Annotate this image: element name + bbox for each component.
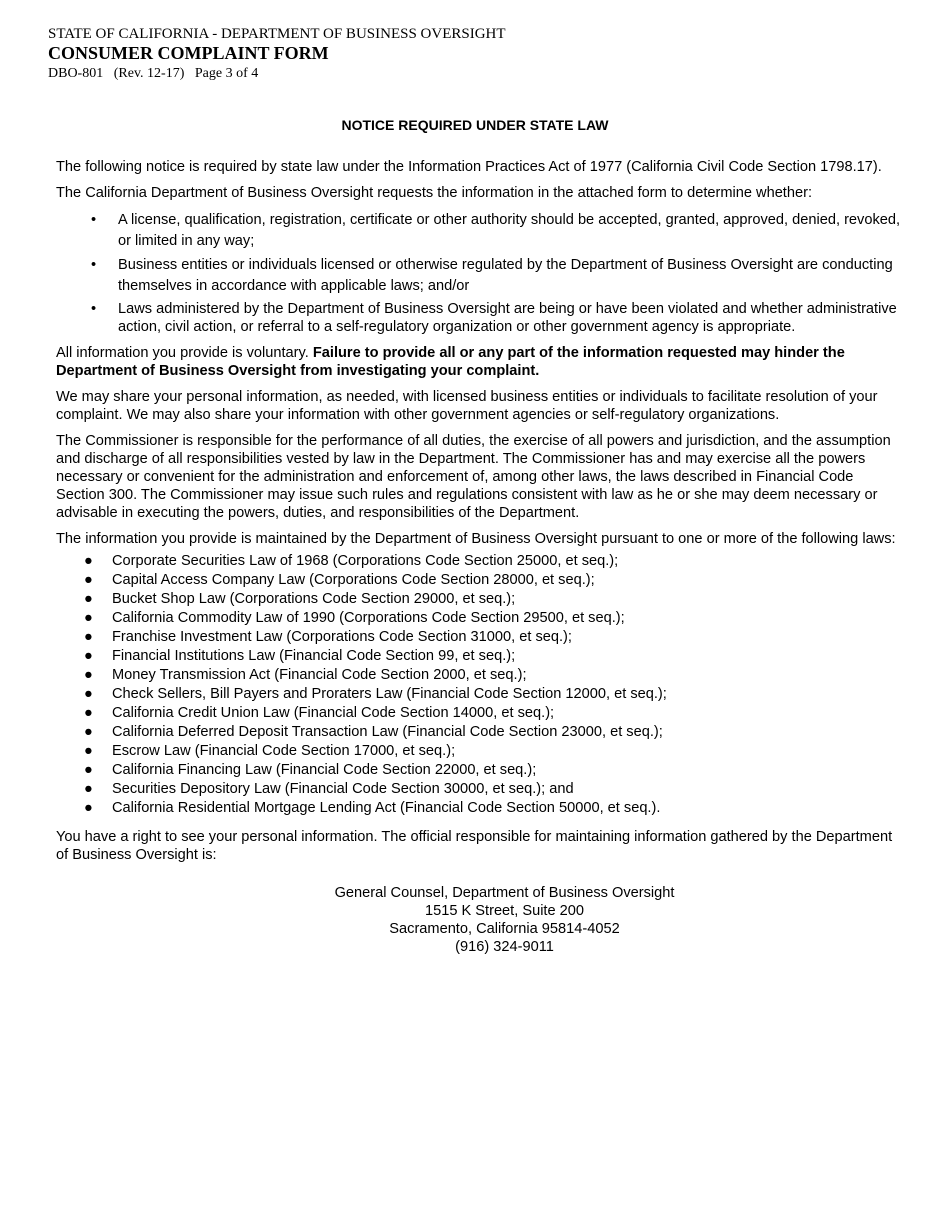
list-item: ● Financial Institutions Law (Financial Code Section 99, et seq.); — [84, 648, 516, 664]
form-title: CONSUMER COMPLAINT FORM — [48, 43, 329, 63]
laws-list — [56, 552, 906, 818]
bullet-icon: ● — [84, 724, 93, 740]
notice-body — [56, 158, 906, 956]
form-number: DBO-801 — [48, 66, 104, 81]
bullet-icon: ● — [84, 629, 93, 645]
commissioner-paragraph: The Commissioner is responsible for the performance of all duties, the exercise of all powers and jurisdiction, and the assumption and discharge of all responsibilities vested by law in the Department. The Commissioner has and may exercise all the powers necessary or convenient for the administration and enforcement of, among other laws, the laws described in Financial Code Section 300. The Commissioner may issue such rules and regulations consistent with law as he or she may deem necessary or advisable in executing the powers, duties, and responsibilities of the Department. — [56, 433, 891, 521]
determine-list — [56, 210, 906, 336]
list-item: ● Money Transmission Act (Financial Code Section 2000, et seq.); — [84, 667, 527, 683]
bullet-icon: ● — [84, 686, 93, 702]
warning-text: Failure to provide all or any part of the information requested may hinder the Department of Business Oversight from investigating your complaint. — [56, 345, 845, 379]
bullet-icon: ● — [84, 743, 93, 759]
bullet-icon: ● — [84, 591, 93, 607]
list-item: ● Franchise Investment Law (Corporations Code Section 31000, et seq.); — [84, 629, 572, 645]
intro-paragraph: The following notice is required by state law under the Information Practices Act of 1977 (California Civil Code Section 1798.17). — [56, 159, 882, 175]
list-item: • A license, qualification, registration, certificate or other authority should be accepted, granted, approved, denied, revoked, or limited in any way; — [91, 212, 901, 249]
bullet-icon: • — [91, 257, 97, 273]
bullet-icon: ● — [84, 572, 93, 588]
address-phone: (916) 324-9011 — [455, 939, 554, 955]
voluntary-paragraph: All information you provide is voluntary. Failure to provide all or any part of the information requested may hinder the Department of Business Oversight from investigating your complaint. — [56, 345, 845, 379]
list-item: • Business entities or individuals licensed or otherwise regulated by the Department of Business Oversight are conducting themselves in accordance with applicable laws; and/or — [91, 257, 893, 294]
address-line-1: General Counsel, Department of Business Oversight — [334, 885, 675, 901]
bullet-icon: ● — [84, 705, 93, 721]
list-item: • Laws administered by the Department of Business Oversight are being or have been violated and whether administrative action, civil action, or referral to a self-regulatory organization or other government agency is appropriate. — [91, 301, 897, 335]
bullet-icon: • — [91, 212, 97, 228]
list-item: ● Capital Access Company Law (Corporations Code Section 28000, et seq.); — [84, 572, 595, 588]
agency-name: STATE OF CALIFORNIA - DEPARTMENT OF BUSINESS OVERSIGHT — [48, 26, 506, 42]
list-item: ● California Financing Law (Financial Code Section 22000, et seq.); — [84, 762, 537, 778]
form-number-line — [48, 63, 506, 85]
list-item: ● Corporate Securities Law of 1968 (Corporations Code Section 25000, et seq.); — [84, 553, 619, 569]
bullet-icon: ● — [84, 667, 93, 683]
bullet-icon: ● — [84, 781, 93, 797]
list-item: ● California Residential Mortgage Lending Act (Financial Code Section 50000, et seq.). — [84, 800, 661, 816]
list-item: ● California Commodity Law of 1990 (Corporations Code Section 29500, et seq.); — [84, 610, 625, 626]
bullet-icon: • — [91, 301, 97, 317]
form-header — [48, 25, 506, 85]
bullet-icon: ● — [84, 610, 93, 626]
list-item: ● Bucket Shop Law (Corporations Code Section 29000, et seq.); — [84, 591, 516, 607]
address-line-3: Sacramento, California 95814-4052 — [389, 921, 620, 937]
requests-paragraph: The California Department of Business Oversight requests the information in the attached form to determine whether: — [56, 185, 813, 201]
form-revision: (Rev. 12-17) — [113, 66, 185, 81]
list-item: ● Escrow Law (Financial Code Section 17000, et seq.); — [84, 743, 456, 759]
list-item: ● Check Sellers, Bill Payers and Proraters Law (Financial Code Section 12000, et seq.); — [84, 686, 667, 702]
maintained-paragraph: The information you provide is maintained by the Department of Business Oversight pursuant to one or more of the following laws: — [56, 531, 896, 547]
bullet-icon: ● — [84, 648, 93, 664]
notice-title: NOTICE REQUIRED UNDER STATE LAW — [341, 117, 609, 133]
list-item: ● Securities Depository Law (Financial Code Section 30000, et seq.); and — [84, 781, 574, 797]
bullet-icon: ● — [84, 762, 93, 778]
right-paragraph: You have a right to see your personal information. The official responsible for maintaining information gathered by the Department of Business Oversight is: — [56, 829, 893, 863]
contact-address — [56, 884, 906, 956]
list-item: ● California Credit Union Law (Financial Code Section 14000, et seq.); — [84, 705, 555, 721]
bullet-icon: ● — [84, 553, 93, 569]
list-item: ● California Deferred Deposit Transaction Law (Financial Code Section 23000, et seq.); — [84, 724, 663, 740]
page-number: Page 3 of 4 — [194, 66, 259, 81]
share-paragraph: We may share your personal information, as needed, with licensed business entities or individuals to facilitate resolution of your complaint. We may also share your information with other government agencies or self-regulatory organizations. — [56, 389, 878, 423]
bullet-icon: ● — [84, 800, 93, 816]
address-line-2: 1515 K Street, Suite 200 — [424, 903, 585, 919]
